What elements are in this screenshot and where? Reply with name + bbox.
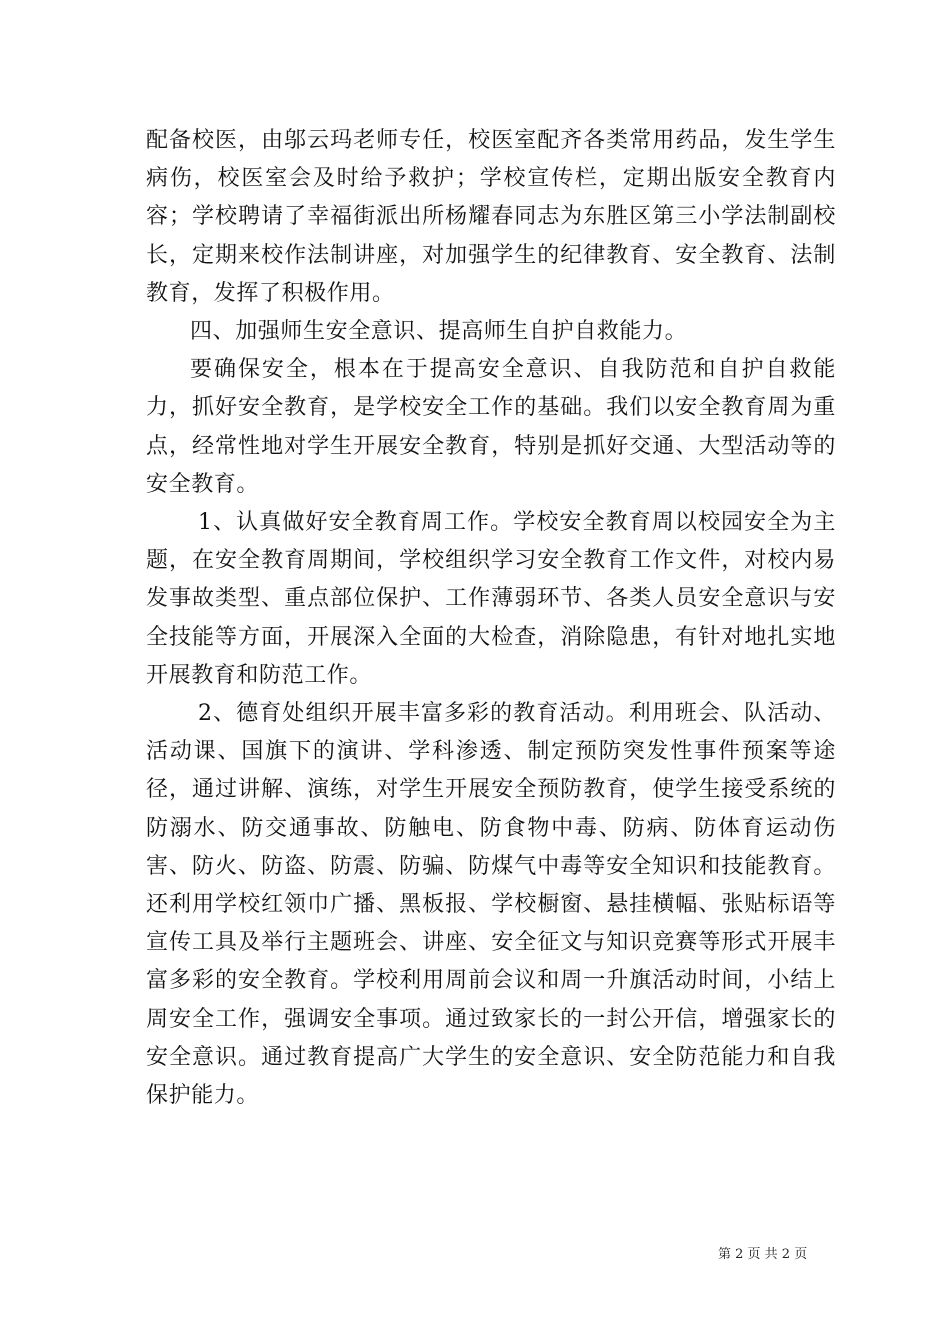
- section-heading-four: 四、加强师生安全意识、提高师生自护自救能力。: [190, 319, 688, 345]
- paragraph-continuation: 配备校医，由邬云玛老师专任，校医室配齐各类常用药品，发生学生病伤，校医室会及时给予救护；学校宣传栏，定期出版安全教育内容；学校聘请了幸福街派出所杨耀春同志为东胜区第三小学法制副校长，定期来校作法制讲座，对加强学生的纪律教育、安全教育、法制教育，发挥了积极作用。: [146, 128, 836, 306]
- paragraph-safety-awareness: 要确保安全，根本在于提高安全意识、自我防范和自护自救能力，抓好安全教育，是学校安全工作的基础。我们以安全教育周为重点，经常性地对学生开展安全教育，特别是抓好交通、大型活动等的安全教育。: [146, 357, 836, 497]
- paragraph-item-1: 1、认真做好安全教育周工作。学校安全教育周以校园安全为主题，在安全教育周期间，学校组织学习安全教育工作文件，对校内易发事故类型、重点部位保护、工作薄弱环节、各类人员安全意识与安全技能等方面，开展深入全面的大检查，消除隐患，有针对地扎实地开展教育和防范工作。: [146, 510, 836, 688]
- paragraph-item-2: 2、德育处组织开展丰富多彩的教育活动。利用班会、队活动、活动课、国旗下的演讲、学科渗透、制定预防突发性事件预案等途径，通过讲解、演练，对学生开展安全预防教育，使学生接受系统的防溺水、防交通事故、防触电、防食物中毒、防病、防体育运动伤害、防火、防盗、防震、防骗、防煤气中毒等安全知识和技能教育。还利用学校红领巾广播、黑板报、学校橱窗、悬挂横幅、张贴标语等宣传工具及举行主题班会、讲座、安全征文与知识竞赛等形式开展丰富多彩的安全教育。学校利用周前会议和周一升旗活动时间，小结上周安全工作，强调安全事项。通过致家长的一封公开信，增强家长的安全意识。通过教育提高广大学生的安全意识、安全防范能力和自我保护能力。: [146, 701, 836, 1109]
- document-body: [146, 122, 836, 1115]
- page-number-footer: 第 2 页 共 2 页: [718, 1247, 808, 1262]
